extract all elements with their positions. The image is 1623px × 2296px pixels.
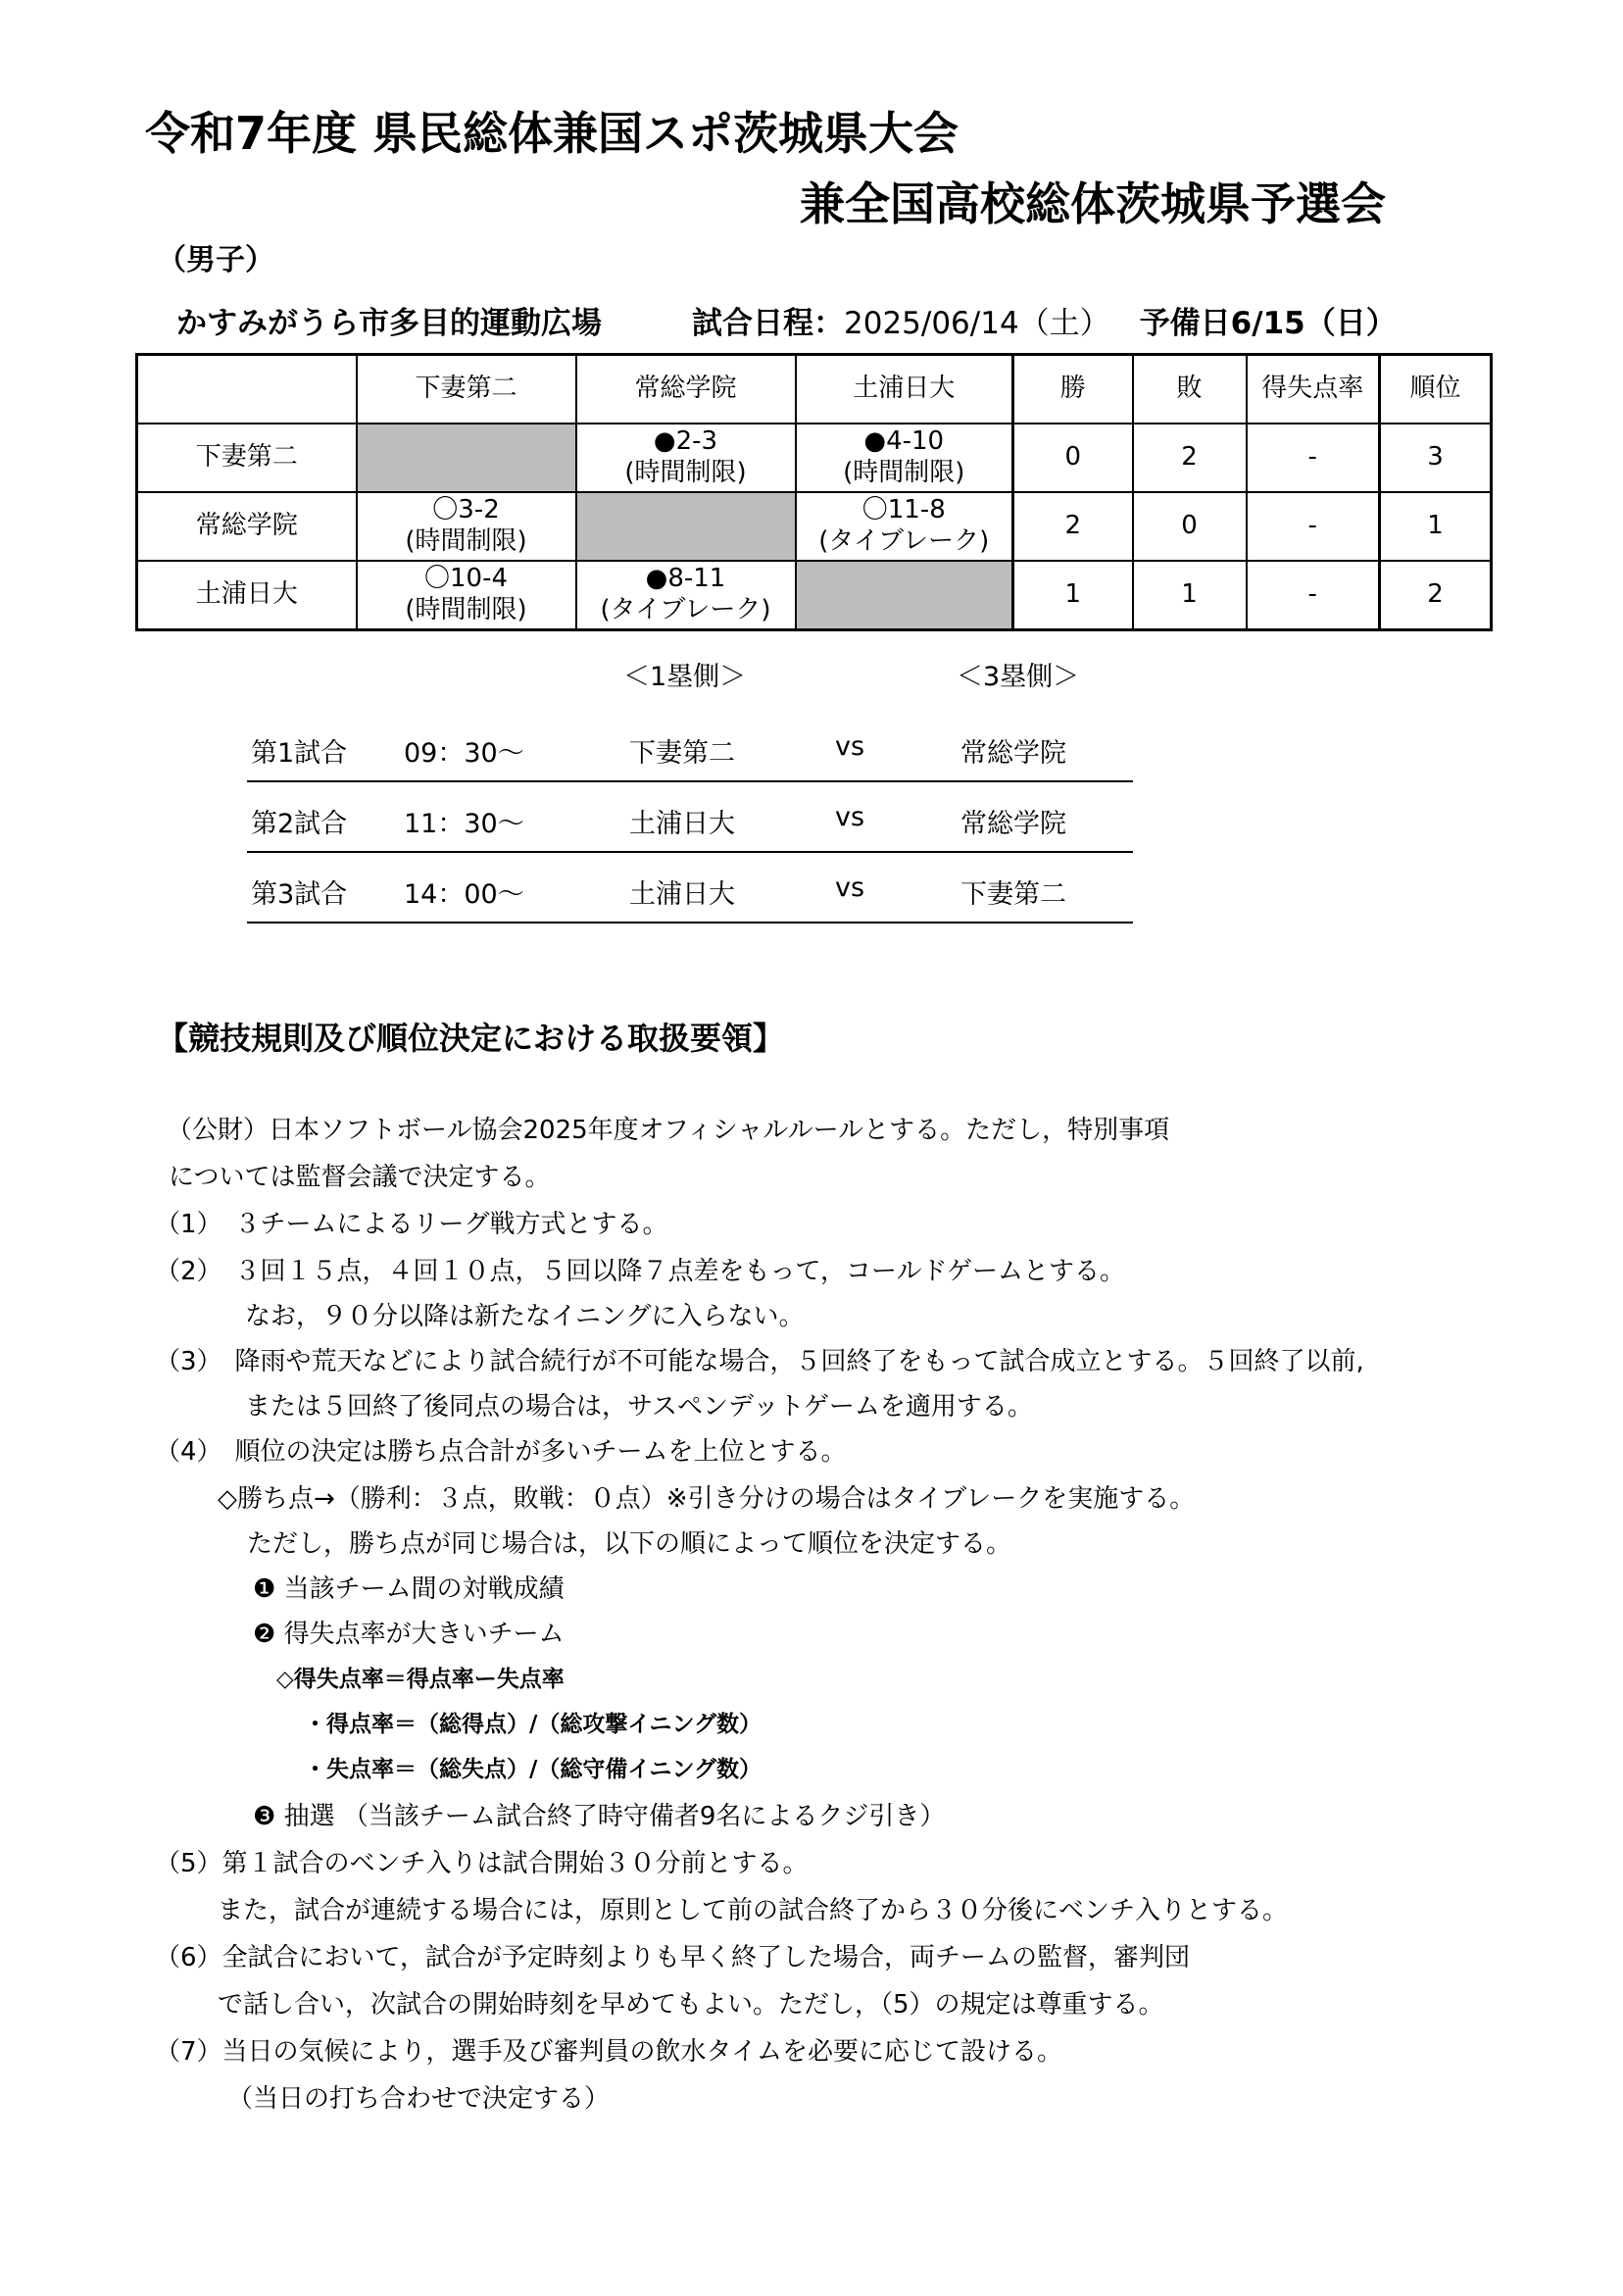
result-score: 〇10-4 [423,564,508,594]
away-team: 常総学院 [960,809,1066,839]
result-cell [576,424,796,492]
home-team: 土浦日大 [629,879,735,910]
header-corner [137,355,357,424]
rule-item: （1） ３チームによるリーグ戦方式とする。 [155,1210,668,1239]
standings-table [135,353,1493,631]
blank-cell [796,561,1013,630]
rule-item: （2） ３回１５点，４回１０点，５回以降７点差をもって，コールドゲームとする。 [155,1257,1125,1286]
result-cell [576,561,796,630]
game-time: 14：00～ [404,879,524,910]
vs-label: vs [835,873,865,903]
result-score: 〇11-8 [861,495,946,525]
rule-item: ◇勝ち点→（勝利：３点，敗戦：０点）※引き分けの場合はタイブレークを実施する。 [218,1484,1196,1514]
team-name: 土浦日大 [137,561,357,630]
result-score: ●8-11 [645,564,726,594]
rule-item: （6）全試合において，試合が予定時刻よりも早く終了した場合，両チームの監督，審判団 [155,1943,1191,1972]
result-score: ●4-10 [863,426,945,457]
game-row [247,710,1133,782]
rule-item: また，試合が連続する場合には，原則として前の試合終了から３０分後にベンチ入りとする。 [218,1896,1289,1925]
team-name: 下妻第二 [137,424,357,492]
losses-cell: 0 [1133,492,1247,561]
rules-intro: については監督会議で決定する。 [169,1163,551,1192]
result-note: (時間制限) [405,526,527,556]
rule-item: （3） 降雨や荒天などにより試合続行が不可能な場合，５回終了をもって試合成立とする。５回終了以前, [155,1347,1364,1376]
header-team: 常総学院 [576,355,796,424]
rule-item: （5）第１試合のベンチ入りは試合開始３０分前とする。 [155,1849,809,1878]
blank-cell [576,492,796,561]
wins-cell: 1 [1013,561,1133,630]
rule-item: （当日の打ち合わせで決定する） [227,2084,611,2114]
rule-item: なお，９０分以降は新たなイニングに入らない。 [245,1302,805,1331]
game-time: 09：30～ [404,738,524,769]
result-cell [357,492,576,561]
rate-cell: - [1247,492,1380,561]
result-note: (時間制限) [405,595,527,624]
losses-cell: 1 [1133,561,1247,630]
rule-item: ・得点率＝（総得点）/（総攻撃イニング数） [304,1712,762,1737]
home-team: 土浦日大 [629,809,735,839]
away-team: 常総学院 [960,738,1066,769]
header-rate: 得失点率 [1247,355,1380,424]
blank-cell [357,424,576,492]
rate-cell: - [1247,424,1380,492]
result-note: (時間制限) [843,458,965,487]
result-cell [357,561,576,630]
header-team: 下妻第二 [357,355,576,424]
game-number: 第1試合 [251,738,348,769]
rate-cell: - [1247,561,1380,630]
result-cell [796,424,1013,492]
result-note: (時間制限) [624,458,747,487]
game-row [247,780,1133,853]
rule-item: ただし，勝ち点が同じ場合は，以下の順によって順位を決定する。 [247,1529,1012,1559]
rule-item: ◇得失点率＝得点率ー失点率 [276,1667,565,1692]
wins-cell: 0 [1013,424,1133,492]
result-score: ●2-3 [653,426,718,457]
away-team: 下妻第二 [960,879,1066,910]
third-base-side-label: ＜3塁側＞ [957,662,1080,692]
header-wins: 勝 [1013,355,1133,424]
result-note: (タイブレーク) [818,526,990,556]
rank-cell: 3 [1380,424,1492,492]
team-name: 常総学院 [137,492,357,561]
game-row [247,851,1133,923]
vs-label: vs [835,802,865,832]
rule-item: ❷ 得失点率が大きいチーム [253,1620,565,1649]
title-line-1: 令和7年度 県民総体兼国スポ茨城県大会 [145,107,959,160]
reserve-date: 予備日6/15（日） [1139,306,1397,341]
header-team: 土浦日大 [796,355,1013,424]
rank-cell: 2 [1380,561,1492,630]
table-header-row [137,355,1492,424]
result-score: 〇3-2 [432,495,500,525]
rules-intro: （公財）日本ソフトボール協会2025年度オフィシャルルールとする。ただし，特別事項 [167,1116,1170,1145]
division-label: （男子） [157,243,274,277]
rule-item: で話し合い，次試合の開始時刻を早めてもよい。ただし，（5）の規定は尊重する。 [218,1990,1164,2020]
header-losses: 敗 [1133,355,1247,424]
title-line-2: 兼全国高校総体茨城県予選会 [800,177,1386,230]
venue-name: かすみがうら市多目的運動広場 [176,306,602,341]
losses-cell: 2 [1133,424,1247,492]
rule-item: （4） 順位の決定は勝ち点合計が多いチームを上位とする。 [155,1437,847,1467]
game-number: 第3試合 [251,879,348,910]
rank-cell: 1 [1380,492,1492,561]
rule-item: ❸ 抽選 （当該チーム試合終了時守備者9名によるクジ引き） [253,1802,946,1831]
table-row [137,424,1492,492]
schedule-label: 試合日程： [692,306,844,341]
schedule-date: 2025/06/14（土） [844,306,1110,341]
table-row [137,492,1492,561]
vs-label: vs [835,731,865,762]
first-base-side-label: ＜1塁側＞ [623,662,747,692]
rules-title: 【競技規則及び順位決定における取扱要領】 [157,1020,785,1057]
result-cell [796,492,1013,561]
wins-cell: 2 [1013,492,1133,561]
game-time: 11：30～ [404,809,524,839]
rule-item: ❶ 当該チーム間の対戦成績 [253,1574,565,1604]
schedule-info [692,298,1397,342]
rule-item: ・失点率＝（総失点）/（総守備イニング数） [304,1757,762,1782]
game-number: 第2試合 [251,809,348,839]
rule-item: または５回終了後同点の場合は，サスペンデットゲームを適用する。 [245,1392,1033,1422]
header-rank: 順位 [1380,355,1492,424]
result-note: (タイブレーク) [600,595,771,624]
rule-item: （7）当日の気候により，選手及び審判員の飲水タイムを必要に応じて設ける。 [155,2037,1063,2067]
home-team: 下妻第二 [629,738,735,769]
table-row [137,561,1492,630]
